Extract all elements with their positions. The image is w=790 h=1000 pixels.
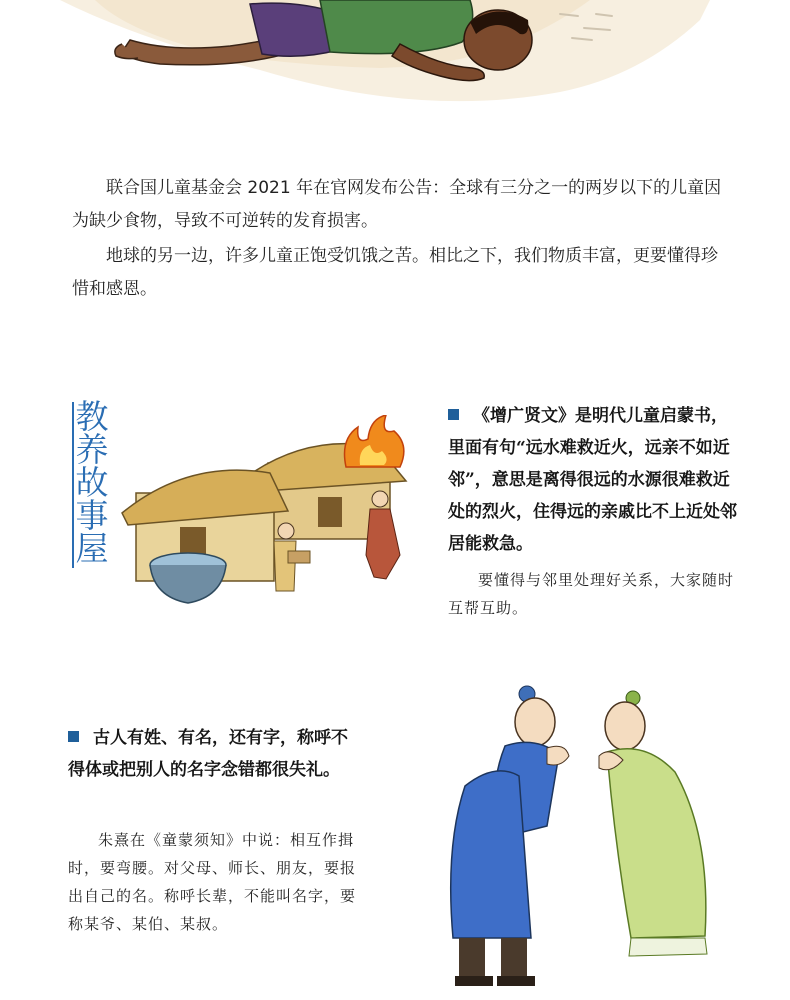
intro-paragraph-2: 地球的另一边，许多儿童正饱受饥饿之苦。相比之下，我们物质丰富，更要懂得珍惜和感恩。	[72, 246, 718, 299]
story-bullet-2	[68, 722, 358, 786]
story-note-1: 要懂得与邻里处理好关系，大家随时互帮互助。	[448, 571, 735, 617]
section-title-char-1: 教	[75, 397, 109, 436]
story-bullet-1-text: 《增广贤文》是明代儿童启蒙书，里面有句“远水难救近火，远亲不如近邻”，意思是离得很远的水源很难救近处的烈火，住得远的亲戚比不上近处邻居能救急。	[448, 406, 737, 554]
story-bullet-2-text: 古人有姓、有名，还有字，称呼不得体或把别人的名字念错都很失礼。	[68, 728, 348, 780]
section-title-char-4: 事	[75, 496, 109, 535]
section-title-char-5: 屋	[75, 529, 109, 568]
story-note-2: 朱熹在《童蒙须知》中说：相互作揖时，要弯腰。对父母、师长、朋友，要报出自己的名。称呼长辈，不能叫名字，要称某爷、某伯、某叔。	[68, 831, 357, 933]
section-title-char-2: 养	[75, 430, 109, 469]
section-title-char-3: 故	[75, 463, 109, 502]
sleeping-child-illustration	[0, 0, 790, 130]
bullet-square-icon	[68, 731, 79, 742]
bullet-square-icon	[448, 409, 459, 420]
bowing-men-illustration	[435, 676, 755, 1000]
houses-fire-illustration	[118, 415, 428, 625]
section-title-vertical	[72, 397, 112, 568]
intro-paragraph-1: 联合国儿童基金会 2021 年在官网发布公告：全球有三分之一的两岁以下的儿童因为缺少食物，导致不可逆转的发育损害。	[72, 178, 722, 231]
story-bullet-1	[448, 400, 738, 560]
